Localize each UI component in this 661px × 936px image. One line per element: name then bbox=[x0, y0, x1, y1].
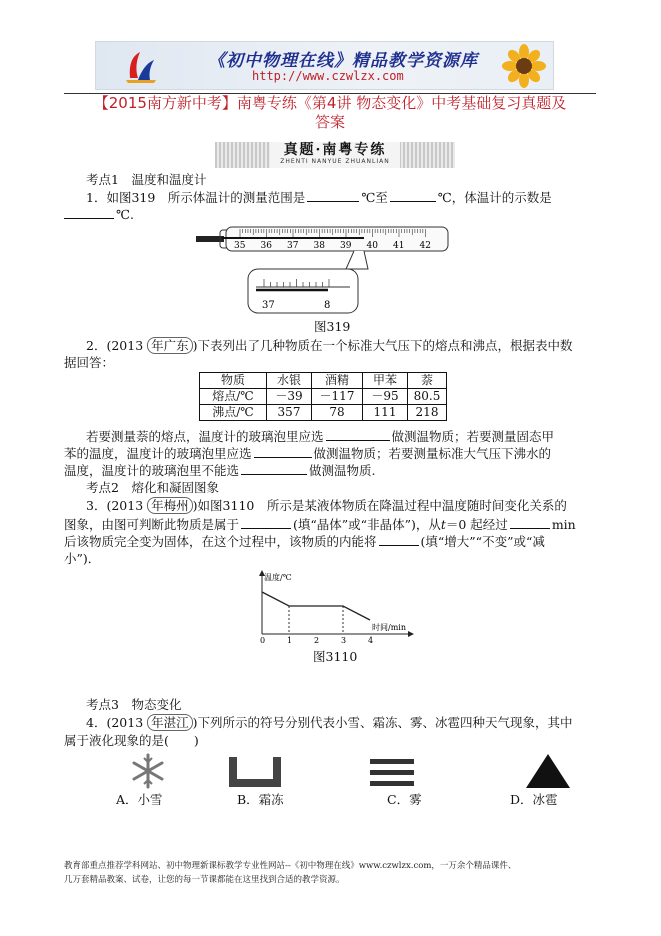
zoom-label-8: 8 bbox=[324, 300, 331, 311]
question-1-line1: 1．如图319 所示体温计的测量范围是 ℃至 ℃，体温计的示数是 bbox=[86, 190, 552, 205]
question-1-line2: ℃. bbox=[64, 205, 134, 223]
x-tick-label: 4 bbox=[368, 636, 374, 645]
banner-url[interactable]: http://www.czwlzx.com bbox=[252, 69, 404, 83]
answer-blank[interactable] bbox=[379, 532, 419, 546]
question-3-region: 年梅州 bbox=[147, 497, 193, 514]
x-tick-label: 3 bbox=[341, 636, 347, 645]
cooling-curve-line bbox=[262, 592, 370, 620]
page-footer bbox=[64, 859, 604, 887]
section-pinyin: ZHENTI NANYUE ZHUANLIAN bbox=[280, 158, 390, 165]
banner-title: 《初中物理在线》精品教学资源库 bbox=[208, 51, 478, 71]
answer-blank[interactable] bbox=[390, 188, 436, 202]
answer-blank[interactable] bbox=[326, 427, 390, 441]
cooling-curve-graph bbox=[250, 570, 420, 648]
answer-blank[interactable] bbox=[64, 205, 114, 219]
table-row: 熔点/℃ －39 －117 －95 80.5 bbox=[200, 389, 447, 405]
snowflake-icon[interactable] bbox=[130, 753, 166, 789]
question-3-line3: 后该物质完全变为固体，在这个过程中，该物质的内能将 (填“增大”“不变”或“减 bbox=[64, 534, 545, 549]
table-row: 沸点/℃ 357 78 111 218 bbox=[200, 405, 447, 421]
thermometer-scale-label: 36 bbox=[260, 241, 272, 251]
question-3-line2: 图象，由图可判断此物质是属于 (填“晶体”或“非晶体”)，从t＝0 起经过 min bbox=[64, 517, 576, 532]
thermometer-scale-label: 39 bbox=[340, 241, 352, 251]
thermometer-scale-label: 41 bbox=[393, 241, 405, 251]
answer-blank[interactable] bbox=[510, 515, 550, 529]
document-title-line2: 答案 bbox=[314, 113, 345, 131]
x-axis-label: 时间/min bbox=[372, 623, 406, 632]
x-tick-label: 0 bbox=[260, 636, 266, 645]
option-d[interactable]: D．冰雹 bbox=[510, 792, 558, 807]
question-2-line1: 2．(2013 年广东 )下表列出了几种物质在一个标准大气压下的熔点和沸点，根据表中数 bbox=[86, 338, 573, 353]
figure-caption-3110: 图3110 bbox=[313, 649, 358, 664]
fog-icon[interactable] bbox=[370, 759, 414, 787]
section-title: 真题·南粤专练 bbox=[283, 142, 387, 158]
footer-line1: 教育部重点推荐学科网站、初中物理新课标教学专业性网站--《初中物理在线》www.czwlzx.com，一万余个精品课件、 bbox=[64, 861, 517, 871]
footer-line2: 几万套精品教案、试卷，让您的每一节课都能在这里找到合适的教学资源。 bbox=[64, 875, 345, 885]
answer-blank[interactable] bbox=[254, 444, 312, 458]
thermometer-scale-label: 38 bbox=[313, 241, 325, 251]
question-4-region: 年湛江 bbox=[147, 714, 193, 731]
thermometer-scale-label: 37 bbox=[287, 241, 299, 251]
x-axis-arrow bbox=[408, 631, 414, 637]
sunflower-icon bbox=[501, 44, 547, 88]
thermometer-scale-label: 35 bbox=[234, 241, 246, 251]
hail-icon[interactable] bbox=[526, 754, 570, 788]
option-a[interactable]: A．小雪 bbox=[116, 792, 163, 807]
answer-blank[interactable] bbox=[241, 515, 291, 529]
y-axis-label: 温度/℃ bbox=[264, 573, 292, 582]
question-3-line1: 3．(2013 年梅州 )如图3110 所示是某液体物质在降温过程中温度随时间变化关系的 bbox=[86, 498, 567, 513]
answer-blank[interactable] bbox=[307, 188, 359, 202]
melting-boiling-table bbox=[199, 372, 447, 421]
document-title bbox=[64, 94, 596, 132]
question-2-para2: 苯的温度，温度计的玻璃泡里应选 做测温物质；若要测量标准大气压下沸水的 bbox=[64, 446, 552, 461]
question-2-region: 年广东 bbox=[147, 337, 193, 354]
x-tick-label: 2 bbox=[314, 636, 320, 645]
thermometer-scale-label: 42 bbox=[419, 241, 431, 251]
topic-heading-3: 考点3 物态变化 bbox=[86, 697, 182, 712]
topic-heading-2: 考点2 熔化和凝固图象 bbox=[86, 480, 219, 495]
thermometer-figure bbox=[196, 224, 456, 316]
zoom-callout-pointer bbox=[346, 251, 368, 269]
question-2-para3: 温度，温度计的玻璃泡里不能选 做测温物质. bbox=[64, 463, 376, 478]
answer-blank[interactable] bbox=[241, 461, 307, 475]
table-row: 物质 水银 酒精 甲苯 萘 bbox=[200, 373, 447, 389]
thermometer-scale-label: 40 bbox=[366, 241, 378, 251]
question-3-line4: 小”)． bbox=[64, 551, 101, 566]
option-c[interactable]: C．雾 bbox=[387, 792, 422, 807]
question-4-line1: 4．(2013 年湛江 )下列所示的符号分别代表小雪、霜冻、雾、冰雹四种天气现象，其中 bbox=[86, 715, 573, 730]
figure-caption-319: 图319 bbox=[314, 319, 351, 334]
site-logo-icon bbox=[124, 48, 158, 84]
topic-heading-1: 考点1 温度和温度计 bbox=[86, 172, 207, 187]
question-2-line2: 据回答： bbox=[64, 355, 115, 370]
header-banner bbox=[95, 41, 554, 90]
question-2-para1: 若要测量萘的熔点，温度计的玻璃泡里应选 做测温物质；若要测量固态甲 bbox=[86, 429, 555, 444]
frost-icon[interactable] bbox=[229, 757, 281, 787]
zoom-label-37: 37 bbox=[262, 300, 275, 311]
section-banner bbox=[215, 142, 455, 168]
x-tick-label: 1 bbox=[287, 636, 293, 645]
option-b[interactable]: B．霜冻 bbox=[237, 792, 284, 807]
question-4-line2: 属于液化现象的是( ) bbox=[64, 733, 199, 748]
document-title-line1: 【2015南方新中考】南粤专练《第4讲 物态变化》中考基础复习真题及 bbox=[93, 94, 567, 112]
